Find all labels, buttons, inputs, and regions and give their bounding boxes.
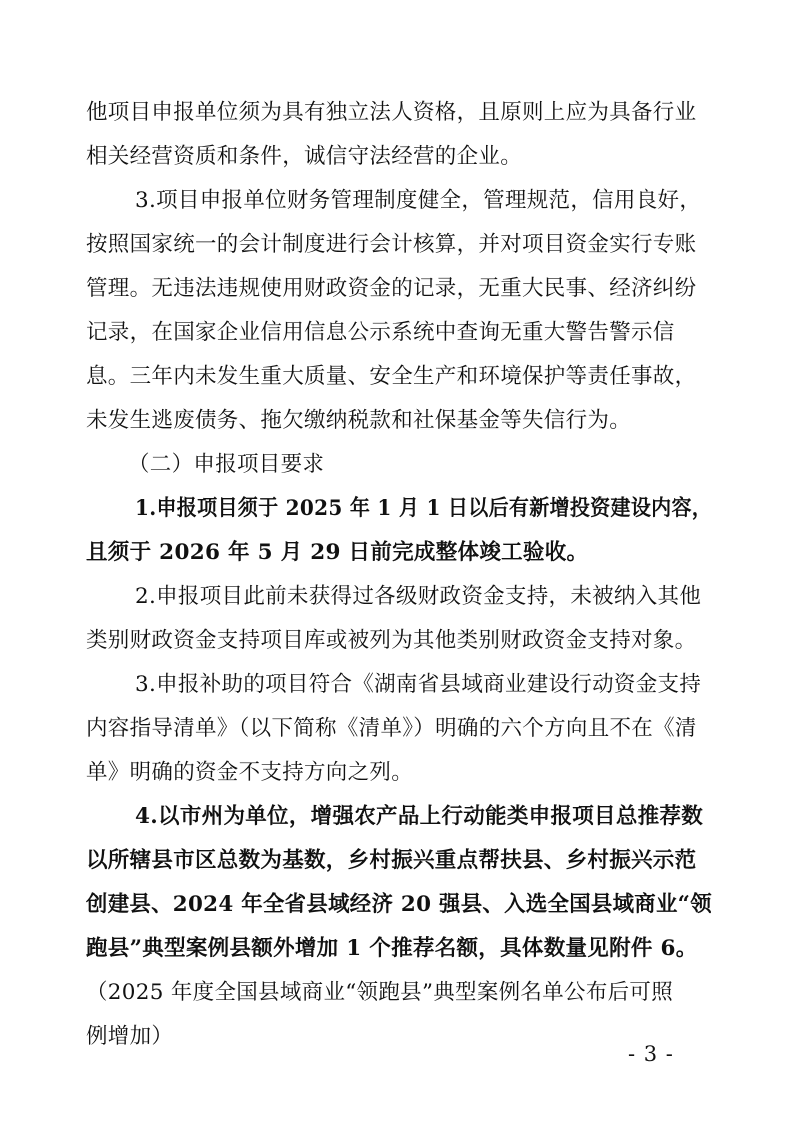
page-number: - 3 - (628, 1042, 674, 1066)
text-line: 以所辖县市区总数为基数，乡村振兴重点帮扶县、乡村振兴示范 (86, 848, 697, 873)
text-line: 类别财政资金支持项目库或被列为其他类别财政资金支持对象。 (86, 628, 697, 653)
text-line: 管理。无违法违规使用财政资金的记录，无重大民事、经济纠纷 (86, 276, 697, 301)
section-heading: （二）申报项目要求 (128, 452, 325, 477)
text-line: 记录，在国家企业信用信息公示系统中查询无重大警告警示信 (86, 320, 675, 345)
text-line: 按照国家统一的会计制度进行会计核算，并对项目资金实行专账 (86, 232, 697, 257)
text-line: 3.项目申报单位财务管理制度健全，管理规范，信用良好， (135, 188, 702, 213)
text-line: 例增加） (86, 1024, 174, 1049)
text-line: 创建县、2024 年全省县域经济 20 强县、入选全国县域商业“领 (86, 892, 712, 917)
text-line: 未发生逃废债务、拖欠缴纳税款和社保基金等失信行为。 (86, 408, 632, 433)
text-line: 息。三年内未发生重大质量、安全生产和环境保护等责任事故， (86, 364, 697, 389)
text-line: （2025 年度全国县域商业“领跑县”典型案例名单公布后可照 (86, 980, 674, 1005)
text-line: 他项目申报单位须为具有独立法人资格，且原则上应为具备行业 (86, 100, 697, 125)
text-line: 2.申报项目此前未获得过各级财政资金支持，未被纳入其他 (135, 584, 702, 609)
text-line: 跑县”典型案例县额外增加 1 个推荐名额，具体数量见附件 6。 (86, 936, 698, 961)
text-line: 1.申报项目须于 2025 年 1 月 1 日以后有新增投资建设内容， (135, 496, 713, 521)
text-line: 单》明确的资金不支持方向之列。 (86, 760, 414, 785)
text-line: 内容指导清单》（以下简称《清单》）明确的六个方向且不在《清 (86, 716, 697, 741)
text-line: 相关经营资质和条件，诚信守法经营的企业。 (86, 144, 523, 169)
text-line: 且须于 2026 年 5 月 29 日前完成整体竣工验收。 (86, 540, 589, 565)
text-line: 4.以市州为单位，增强农产品上行动能类申报项目总推荐数 (135, 804, 704, 829)
text-line: 3.申报补助的项目符合《湖南省县域商业建设行动资金支持 (135, 672, 702, 697)
